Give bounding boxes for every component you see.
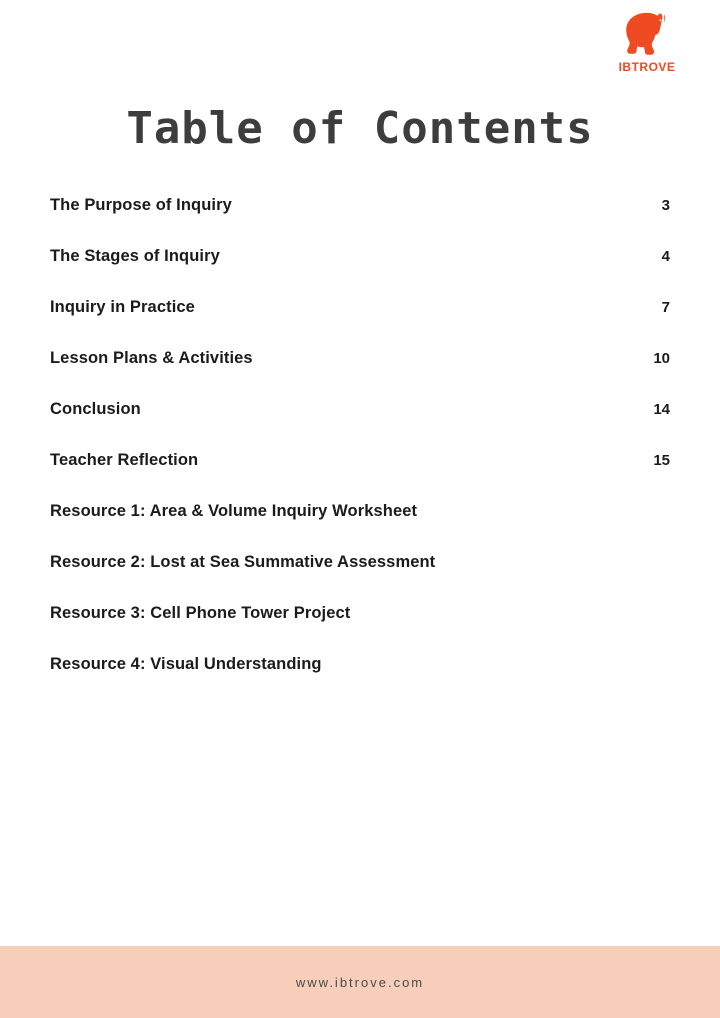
- toc-entry[interactable]: [50, 196, 670, 247]
- toc-entry[interactable]: [50, 604, 670, 655]
- toc-entry-label: The Purpose of Inquiry: [50, 196, 232, 214]
- toc-entry[interactable]: [50, 298, 670, 349]
- toc-entry[interactable]: [50, 502, 670, 553]
- toc-entry-page: 7: [661, 299, 670, 316]
- elephant-icon: [620, 12, 674, 58]
- toc-entry[interactable]: [50, 553, 670, 604]
- toc-entry-label: Inquiry in Practice: [50, 298, 195, 316]
- toc-entry-label: The Stages of Inquiry: [50, 247, 220, 265]
- toc-entry[interactable]: [50, 400, 670, 451]
- toc-entry-page: 3: [661, 197, 670, 214]
- toc-entry-page: 14: [653, 401, 670, 418]
- toc-entry-label: Resource 1: Area & Volume Inquiry Worksheet: [50, 502, 418, 520]
- toc-entry[interactable]: [50, 247, 670, 298]
- toc-entry[interactable]: [50, 349, 670, 400]
- toc-entry-label: Resource 4: Visual Understanding: [50, 655, 322, 673]
- toc-entry-label: Resource 3: Cell Phone Tower Project: [50, 604, 351, 622]
- table-of-contents: [50, 196, 670, 706]
- toc-entry[interactable]: [50, 451, 670, 502]
- toc-entry-label: Resource 2: Lost at Sea Summative Assessment: [50, 553, 436, 571]
- toc-entry-label: Teacher Reflection: [50, 451, 199, 469]
- toc-entry[interactable]: [50, 655, 670, 706]
- brand-logo: [602, 12, 692, 74]
- page-title: Table of Contents: [126, 103, 594, 154]
- toc-entry-page: 15: [653, 452, 670, 469]
- toc-entry-label: Lesson Plans & Activities: [50, 349, 253, 367]
- toc-entry-page: 4: [661, 248, 670, 265]
- toc-entry-label: Conclusion: [50, 400, 141, 418]
- toc-entry-page: 10: [653, 350, 670, 367]
- footer-website[interactable]: www.ibtrove.com: [295, 974, 425, 990]
- brand-name: IBTROVE: [618, 60, 676, 74]
- page-footer: [0, 946, 720, 1018]
